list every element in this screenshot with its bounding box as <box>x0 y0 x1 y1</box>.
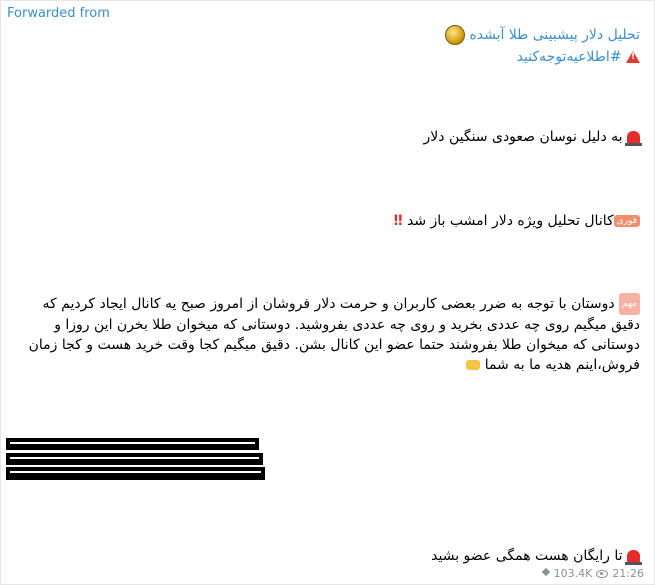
important-tag-icon: مهم <box>619 293 640 315</box>
message-paragraph <box>15 293 640 375</box>
cta-text: تا رایگان هست همگی عضو بشید <box>431 548 623 564</box>
view-count: 103.4K <box>553 567 593 580</box>
double-exclamation-icon: ‼ <box>393 213 403 229</box>
channel-name[interactable]: تحلیل دلار پیشبینی طلا آبشده <box>469 27 640 43</box>
message-text-1: به دلیل نوسان صعودی سنگین دلار <box>423 129 623 145</box>
hashtag-link[interactable]: #اطلاعیه‌توجه‌کنید <box>516 49 622 65</box>
message-line-1 <box>424 129 640 145</box>
siren-icon <box>627 550 640 562</box>
hashtag-row[interactable] <box>445 49 640 65</box>
urgent-tag-icon: فوری <box>614 215 640 227</box>
redacted-link-3[interactable] <box>6 467 265 480</box>
gold-coin-icon <box>445 25 465 45</box>
message-footer <box>542 567 644 580</box>
eye-icon <box>596 570 608 578</box>
message-text-2: کانال تحلیل ویژه دلار امشب باز شد <box>406 213 614 229</box>
redacted-link-1[interactable] <box>6 438 259 450</box>
message-line-2 <box>394 213 640 229</box>
redacted-link-2[interactable] <box>6 453 263 465</box>
message-time: 21:26 <box>612 567 644 580</box>
siren-icon <box>627 131 640 143</box>
channel-name-row[interactable] <box>445 25 640 45</box>
paragraph-text: دوستان با توجه به ضرر بعضی کاربران و حرمت دلار فروشان از امروز صبح یه کانال ایجاد کردیم که دقیق میگیم روی چه عددی بخرید و روی چه عددی بفروشید. دوستانی که میخوان طلا بخرن این روزا و دوستانی که میخوان طلا بفروشند حتما عضو این کانال بشن. دقیق میگیم کجا وقت خرید هست و کجا زمان فروش،اینم هدیه ما به شما <box>28 296 640 373</box>
pointing-hand-icon <box>466 360 480 370</box>
message-cta <box>431 548 640 564</box>
channel-header <box>445 25 640 65</box>
warning-icon <box>626 51 640 63</box>
forwarded-label[interactable]: Forwarded from <box>7 6 110 21</box>
pin-icon <box>542 569 550 579</box>
